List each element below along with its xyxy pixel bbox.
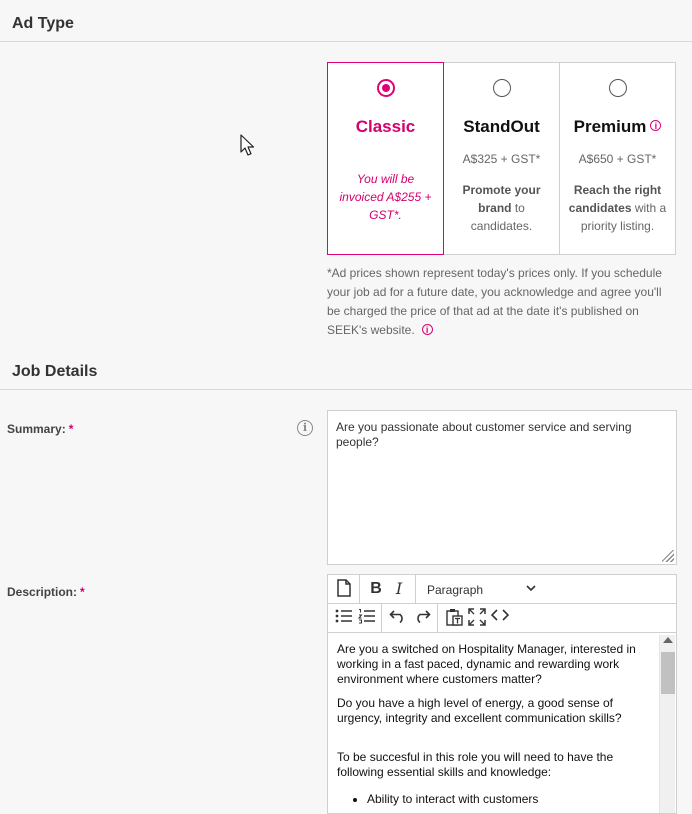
scroll-thumb[interactable] [661, 652, 675, 694]
summary-text: Are you passionate about customer service and serving people? [336, 420, 632, 449]
classic-radio[interactable] [377, 79, 395, 97]
divider [0, 41, 692, 42]
required-asterisk: * [80, 585, 85, 599]
ad-type-options [327, 62, 677, 255]
chevron-down-icon [525, 580, 537, 600]
italic-icon[interactable]: I [395, 579, 403, 598]
classic-invoice-note: You will be invoiced A$255 + GST*. [339, 172, 432, 222]
content-paragraph: Are you a switched on Hospitality Manager, interested in working in a fast paced, dynamic and rewarding work environment where customers matter? [337, 642, 636, 686]
disclaimer-info-icon[interactable]: i [422, 324, 433, 335]
summary-label-text: Summary: [7, 422, 66, 436]
price-disclaimer [327, 264, 677, 340]
standout-radio[interactable] [493, 79, 511, 97]
required-asterisk: * [68, 422, 74, 436]
ad-type-classic-card[interactable] [327, 62, 444, 255]
standout-price: A$325 + GST* [462, 152, 541, 166]
standout-desc-bold: Promote your brand [462, 183, 541, 215]
content-bullet-list [337, 792, 652, 807]
numbered-list-icon[interactable] [357, 608, 377, 628]
list-item: • Ability to interact with customers [367, 792, 652, 807]
toolbar-separator [437, 604, 438, 632]
premium-description [568, 181, 667, 235]
summary-info-icon[interactable]: i [297, 420, 313, 436]
resize-handle-icon[interactable] [662, 550, 674, 562]
ad-type-premium-card[interactable] [559, 62, 676, 255]
bold-icon[interactable]: B [370, 580, 382, 597]
toolbar-separator [359, 575, 360, 603]
premium-radio[interactable] [609, 79, 627, 97]
description-label-text: Description: [7, 585, 78, 599]
toolbar-separator [381, 604, 382, 632]
mouse-pointer-icon [240, 134, 254, 161]
standout-description [452, 181, 551, 235]
premium-title-row [560, 117, 675, 137]
editor-content[interactable] [328, 634, 676, 813]
standout-title: StandOut [463, 117, 540, 136]
editor-toolbar-row-1 [328, 575, 676, 604]
premium-price: A$650 + GST* [578, 152, 657, 166]
disclaimer-text: *Ad prices shown represent today's prices only. If you schedule your job ad for a future date, you acknowledge and agree you'll be charged the price of that ad at the date it's published on SEEK's website. [327, 266, 662, 337]
ad-type-standout-card[interactable] [443, 62, 560, 255]
scroll-up-arrow-icon[interactable] [663, 637, 673, 643]
divider [0, 389, 692, 390]
content-paragraph: To be succesful in this role you will need to have the following essential skills and knowledge: [337, 750, 614, 779]
premium-title: Premium [573, 117, 647, 136]
description-label [7, 585, 85, 599]
format-select[interactable] [427, 580, 537, 600]
premium-info-icon[interactable]: i [650, 120, 661, 131]
job-details-heading: Job Details [12, 363, 98, 380]
premium-desc-rest: with a priority listing. [580, 201, 667, 233]
description-editor [327, 574, 677, 814]
editor-scrollbar[interactable] [659, 635, 675, 813]
editor-toolbar-row-2 [328, 604, 676, 633]
classic-title: Classic [355, 117, 416, 136]
redo-icon[interactable] [412, 608, 432, 628]
paste-text-icon[interactable] [444, 608, 464, 628]
content-paragraph: Do you have a high level of energy, a good sense of urgency, integrity and excellent communication skills? [337, 696, 622, 725]
summary-textarea[interactable] [327, 410, 677, 565]
premium-desc-bold: Reach the right candidates [568, 183, 662, 215]
standout-desc-rest: to candidates. [470, 201, 533, 233]
format-select-value: Paragraph [427, 583, 484, 597]
toolbar-separator [415, 575, 416, 603]
bullet-list-icon[interactable] [334, 608, 354, 628]
radio-dot [382, 84, 390, 92]
summary-label [7, 422, 73, 436]
new-document-icon[interactable] [334, 579, 354, 599]
ad-type-heading: Ad Type [12, 15, 74, 32]
source-code-icon[interactable] [490, 608, 510, 628]
fullscreen-icon[interactable] [467, 608, 487, 628]
undo-icon[interactable] [388, 608, 408, 628]
